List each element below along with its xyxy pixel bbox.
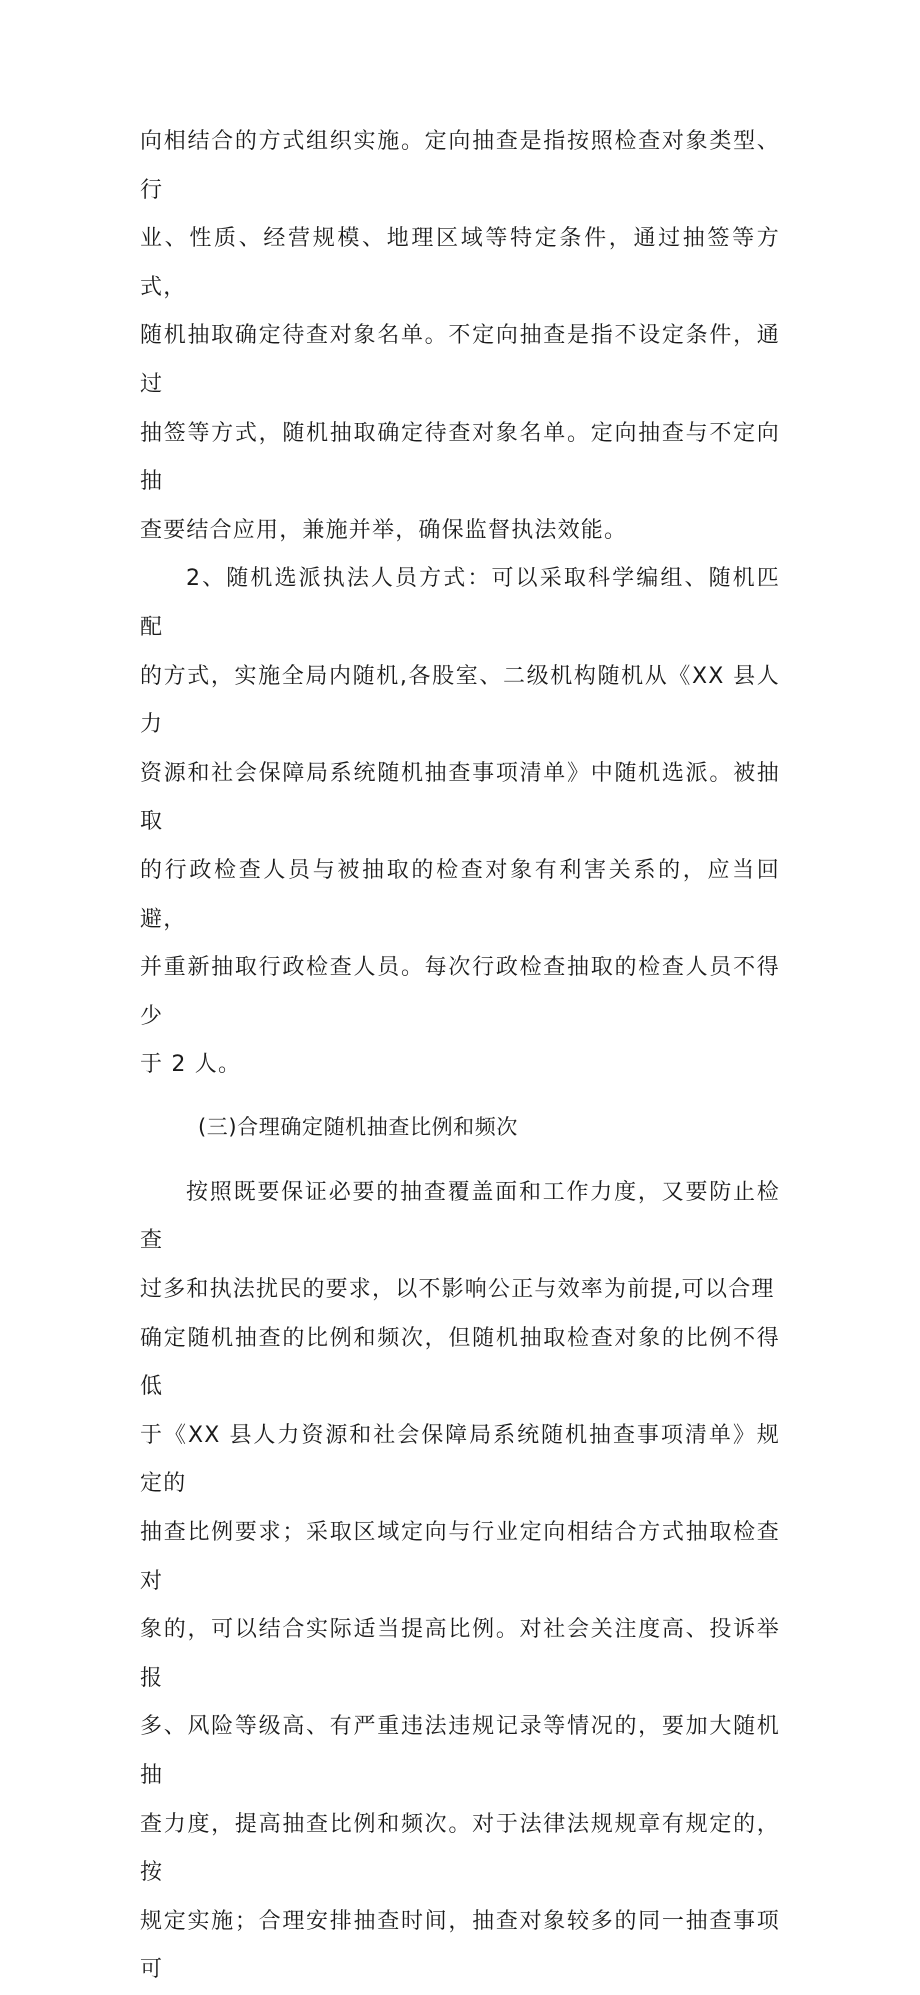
text-line: 查力度，提高抽查比例和频次。对于法律法规规章有规定的，按 [140, 1811, 780, 1886]
text-line: 抽签等方式，随机抽取确定待查对象名单。定向抽查与不定向抽 [140, 420, 780, 495]
paragraph-inspection-ratio [140, 1169, 780, 1995]
paragraph-personnel-selection [140, 555, 780, 1090]
text-line: 于 2 人。 [140, 1052, 242, 1078]
text-line: 的方式，实施全局内随机,各股室、二级机构随机从《XX 县人力 [140, 663, 780, 738]
text-line: 多、风险等级高、有严重违法违规记录等情况的，要加大随机抽 [140, 1714, 780, 1788]
section-heading: (三)合理确定随机抽查比例和频次 [198, 1114, 518, 1139]
text-line: 查要结合应用，兼施并举，确保监督执法效能。 [140, 517, 628, 543]
text-line: 确定随机抽查的比例和频次，但随机抽取检查对象的比例不得低 [140, 1325, 780, 1400]
text-line: 抽查比例要求；采取区域定向与行业定向相结合方式抽取检查对 [140, 1520, 780, 1594]
text-line: 资源和社会保障局系统随机抽查事项清单》中随机选派。被抽取 [140, 760, 780, 835]
text-line: 随机抽取确定待查对象名单。不定向抽查是指不设定条件，通过 [140, 323, 780, 397]
text-line: 的行政检查人员与被抽取的检查对象有利害关系的，应当回避， [140, 857, 780, 932]
text-line: 规定实施；合理安排抽查时间，抽查对象较多的同一抽查事项可 [140, 1908, 780, 1983]
document-body [140, 118, 780, 1995]
text-line: 于《XX 县人力资源和社会保障局系统随机抽查事项清单》规定的 [140, 1422, 780, 1497]
text-line: 过多和执法扰民的要求，以不影响公正与效率为前提,可以合理 [140, 1277, 775, 1303]
text-line: 业、性质、经营规模、地理区域等特定条件，通过抽签等方式， [140, 226, 780, 300]
text-line: 象的，可以结合实际适当提高比例。对社会关注度高、投诉举报 [140, 1617, 780, 1691]
paragraph-targeted-inspection [140, 118, 780, 555]
text-line: 2、随机选派执法人员方式：可以采取科学编组、随机匹配 [140, 566, 780, 640]
text-line: 向相结合的方式组织实施。定向抽查是指按照检查对象类型、行 [140, 129, 780, 203]
text-line: 按照既要保证必要的抽查覆盖面和工作力度，又要防止检查 [140, 1179, 780, 1254]
text-line: 并重新抽取行政检查人员。每次行政检查抽取的检查人员不得少 [140, 955, 780, 1029]
